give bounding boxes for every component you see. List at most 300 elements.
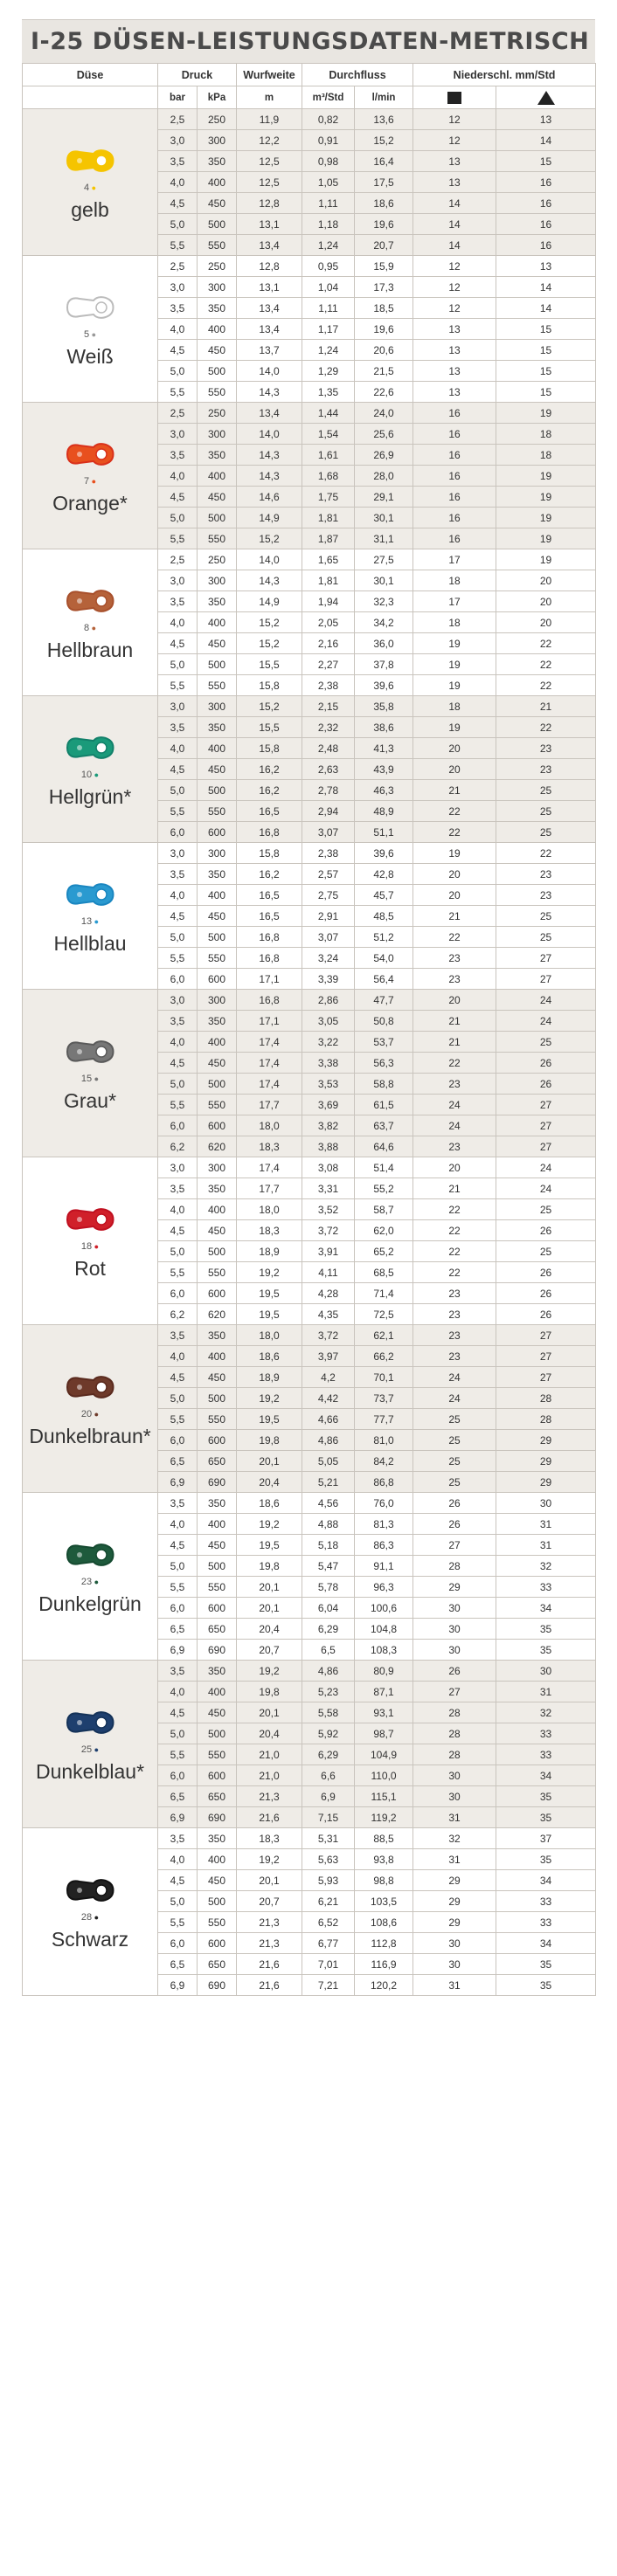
cell-lmin: 62,0 bbox=[355, 1220, 413, 1241]
cell-niederschl-triangle: 14 bbox=[496, 277, 596, 298]
cell-lmin: 103,5 bbox=[355, 1891, 413, 1912]
cell-bar: 4,5 bbox=[158, 1535, 198, 1556]
cell-niederschl-triangle: 26 bbox=[496, 1304, 596, 1325]
cell-m3std: 6,6 bbox=[302, 1765, 355, 1786]
cell-wurfweite: 14,0 bbox=[237, 361, 302, 382]
cell-kpa: 350 bbox=[198, 1661, 237, 1682]
nozzle-number bbox=[81, 1241, 99, 1252]
cell-lmin: 80,9 bbox=[355, 1661, 413, 1682]
cell-kpa: 690 bbox=[198, 1640, 237, 1661]
cell-m3std: 7,01 bbox=[302, 1954, 355, 1975]
cell-m3std: 1,65 bbox=[302, 549, 355, 570]
subheader-square bbox=[413, 86, 496, 109]
cell-niederschl-square: 16 bbox=[413, 424, 496, 445]
cell-wurfweite: 14,0 bbox=[237, 424, 302, 445]
cell-niederschl-square: 18 bbox=[413, 570, 496, 591]
cell-lmin: 81,0 bbox=[355, 1430, 413, 1451]
cell-bar: 6,9 bbox=[158, 1640, 198, 1661]
nozzle-number-text: 7 bbox=[83, 476, 90, 487]
cell-wurfweite: 14,3 bbox=[237, 445, 302, 466]
cell-m3std: 1,81 bbox=[302, 570, 355, 591]
cell-bar: 4,0 bbox=[158, 1346, 198, 1367]
cell-kpa: 400 bbox=[198, 1346, 237, 1367]
nozzle-info bbox=[26, 1872, 154, 1951]
cell-lmin: 43,9 bbox=[355, 759, 413, 780]
cell-kpa: 350 bbox=[198, 1828, 237, 1849]
cell-kpa: 600 bbox=[198, 1430, 237, 1451]
cell-wurfweite: 17,1 bbox=[237, 969, 302, 990]
cell-lmin: 13,6 bbox=[355, 109, 413, 130]
color-dot-icon: ● bbox=[89, 330, 97, 339]
cell-wurfweite: 14,3 bbox=[237, 466, 302, 487]
cell-lmin: 34,2 bbox=[355, 612, 413, 633]
cell-niederschl-triangle: 33 bbox=[496, 1744, 596, 1765]
cell-niederschl-square: 12 bbox=[413, 277, 496, 298]
nozzle-cell bbox=[23, 403, 158, 549]
cell-niederschl-square: 13 bbox=[413, 340, 496, 361]
cell-m3std: 2,78 bbox=[302, 780, 355, 801]
cell-kpa: 500 bbox=[198, 1891, 237, 1912]
cell-wurfweite: 20,1 bbox=[237, 1870, 302, 1891]
cell-niederschl-square: 23 bbox=[413, 1136, 496, 1157]
cell-lmin: 39,6 bbox=[355, 675, 413, 696]
cell-bar: 5,5 bbox=[158, 1744, 198, 1765]
cell-niederschl-triangle: 35 bbox=[496, 1849, 596, 1870]
cell-m3std: 1,24 bbox=[302, 340, 355, 361]
cell-wurfweite: 16,5 bbox=[237, 801, 302, 822]
cell-kpa: 450 bbox=[198, 1367, 237, 1388]
cell-m3std: 3,39 bbox=[302, 969, 355, 990]
cell-m3std: 1,17 bbox=[302, 319, 355, 340]
cell-m3std: 4,86 bbox=[302, 1430, 355, 1451]
cell-wurfweite: 13,1 bbox=[237, 277, 302, 298]
cell-lmin: 19,6 bbox=[355, 214, 413, 235]
cell-lmin: 28,0 bbox=[355, 466, 413, 487]
cell-niederschl-square: 30 bbox=[413, 1765, 496, 1786]
cell-wurfweite: 13,4 bbox=[237, 319, 302, 340]
cell-bar: 6,0 bbox=[158, 1598, 198, 1619]
cell-niederschl-triangle: 20 bbox=[496, 591, 596, 612]
nozzle-cell bbox=[23, 549, 158, 696]
cell-niederschl-triangle: 23 bbox=[496, 738, 596, 759]
cell-niederschl-triangle: 24 bbox=[496, 1178, 596, 1199]
cell-niederschl-triangle: 27 bbox=[496, 1325, 596, 1346]
cell-niederschl-triangle: 34 bbox=[496, 1598, 596, 1619]
cell-kpa: 600 bbox=[198, 1765, 237, 1786]
cell-niederschl-triangle: 34 bbox=[496, 1870, 596, 1891]
cell-niederschl-triangle: 25 bbox=[496, 1032, 596, 1053]
cell-kpa: 690 bbox=[198, 1807, 237, 1828]
cell-niederschl-square: 12 bbox=[413, 298, 496, 319]
cell-m3std: 0,82 bbox=[302, 109, 355, 130]
cell-niederschl-triangle: 27 bbox=[496, 969, 596, 990]
cell-kpa: 500 bbox=[198, 780, 237, 801]
cell-lmin: 47,7 bbox=[355, 990, 413, 1011]
cell-niederschl-square: 31 bbox=[413, 1807, 496, 1828]
cell-niederschl-square: 22 bbox=[413, 1241, 496, 1262]
cell-m3std: 3,97 bbox=[302, 1346, 355, 1367]
nozzle-info bbox=[26, 289, 154, 369]
nozzle-cell bbox=[23, 109, 158, 256]
cell-wurfweite: 18,0 bbox=[237, 1115, 302, 1136]
cell-niederschl-triangle: 21 bbox=[496, 696, 596, 717]
cell-m3std: 3,88 bbox=[302, 1136, 355, 1157]
cell-niederschl-square: 20 bbox=[413, 759, 496, 780]
nozzle-info bbox=[26, 1201, 154, 1281]
cell-lmin: 54,0 bbox=[355, 948, 413, 969]
cell-lmin: 21,5 bbox=[355, 361, 413, 382]
cell-m3std: 2,94 bbox=[302, 801, 355, 822]
nozzle-number bbox=[81, 1912, 99, 1923]
cell-m3std: 2,27 bbox=[302, 654, 355, 675]
cell-bar: 3,0 bbox=[158, 843, 198, 864]
cell-lmin: 84,2 bbox=[355, 1451, 413, 1472]
cell-wurfweite: 16,8 bbox=[237, 948, 302, 969]
cell-niederschl-square: 22 bbox=[413, 1220, 496, 1241]
cell-lmin: 100,6 bbox=[355, 1598, 413, 1619]
cell-wurfweite: 12,8 bbox=[237, 256, 302, 277]
cell-kpa: 400 bbox=[198, 1032, 237, 1053]
cell-kpa: 500 bbox=[198, 1556, 237, 1577]
cell-wurfweite: 21,0 bbox=[237, 1765, 302, 1786]
cell-bar: 3,0 bbox=[158, 570, 198, 591]
cell-wurfweite: 19,5 bbox=[237, 1304, 302, 1325]
cell-wurfweite: 17,1 bbox=[237, 1011, 302, 1032]
cell-bar: 4,5 bbox=[158, 1367, 198, 1388]
cell-bar: 5,5 bbox=[158, 1409, 198, 1430]
cell-bar: 4,5 bbox=[158, 1702, 198, 1723]
cell-niederschl-triangle: 33 bbox=[496, 1912, 596, 1933]
cell-niederschl-square: 30 bbox=[413, 1640, 496, 1661]
cell-niederschl-square: 30 bbox=[413, 1933, 496, 1954]
cell-m3std: 1,18 bbox=[302, 214, 355, 235]
cell-m3std: 5,58 bbox=[302, 1702, 355, 1723]
cell-niederschl-triangle: 25 bbox=[496, 1241, 596, 1262]
cell-m3std: 3,24 bbox=[302, 948, 355, 969]
cell-kpa: 450 bbox=[198, 487, 237, 508]
cell-m3std: 3,82 bbox=[302, 1115, 355, 1136]
cell-lmin: 30,1 bbox=[355, 508, 413, 528]
cell-wurfweite: 13,4 bbox=[237, 235, 302, 256]
cell-wurfweite: 20,4 bbox=[237, 1723, 302, 1744]
cell-lmin: 112,8 bbox=[355, 1933, 413, 1954]
cell-niederschl-triangle: 26 bbox=[496, 1220, 596, 1241]
cell-wurfweite: 19,8 bbox=[237, 1682, 302, 1702]
nozzle-icon bbox=[59, 876, 121, 913]
cell-kpa: 350 bbox=[198, 1178, 237, 1199]
cell-m3std: 3,07 bbox=[302, 927, 355, 948]
cell-wurfweite: 18,0 bbox=[237, 1325, 302, 1346]
cell-m3std: 5,31 bbox=[302, 1828, 355, 1849]
cell-bar: 4,0 bbox=[158, 612, 198, 633]
cell-lmin: 45,7 bbox=[355, 885, 413, 906]
cell-niederschl-square: 13 bbox=[413, 319, 496, 340]
cell-niederschl-square: 19 bbox=[413, 843, 496, 864]
nozzle-icon bbox=[59, 729, 121, 766]
cell-kpa: 690 bbox=[198, 1472, 237, 1493]
cell-niederschl-triangle: 16 bbox=[496, 214, 596, 235]
nozzle-number bbox=[84, 183, 96, 193]
cell-niederschl-triangle: 33 bbox=[496, 1577, 596, 1598]
cell-bar: 3,5 bbox=[158, 1178, 198, 1199]
cell-niederschl-triangle: 25 bbox=[496, 822, 596, 843]
cell-kpa: 350 bbox=[198, 445, 237, 466]
nozzle-cell bbox=[23, 1493, 158, 1661]
cell-lmin: 81,3 bbox=[355, 1514, 413, 1535]
cell-wurfweite: 12,5 bbox=[237, 151, 302, 172]
cell-kpa: 300 bbox=[198, 696, 237, 717]
subheader-m3std: m³/Std bbox=[302, 86, 355, 109]
cell-m3std: 2,75 bbox=[302, 885, 355, 906]
cell-kpa: 300 bbox=[198, 570, 237, 591]
cell-bar: 3,0 bbox=[158, 696, 198, 717]
cell-kpa: 400 bbox=[198, 319, 237, 340]
cell-kpa: 600 bbox=[198, 1115, 237, 1136]
cell-kpa: 250 bbox=[198, 109, 237, 130]
square-icon bbox=[447, 92, 461, 104]
cell-kpa: 450 bbox=[198, 1220, 237, 1241]
color-dot-icon: ● bbox=[92, 1074, 100, 1083]
cell-m3std: 2,91 bbox=[302, 906, 355, 927]
cell-niederschl-triangle: 27 bbox=[496, 1115, 596, 1136]
cell-bar: 4,5 bbox=[158, 1220, 198, 1241]
cell-lmin: 15,9 bbox=[355, 256, 413, 277]
cell-m3std: 6,9 bbox=[302, 1786, 355, 1807]
cell-bar: 4,5 bbox=[158, 1053, 198, 1074]
performance-table bbox=[22, 63, 596, 1996]
cell-wurfweite: 14,6 bbox=[237, 487, 302, 508]
cell-bar: 6,5 bbox=[158, 1619, 198, 1640]
cell-lmin: 65,2 bbox=[355, 1241, 413, 1262]
cell-wurfweite: 18,3 bbox=[237, 1136, 302, 1157]
cell-niederschl-triangle: 14 bbox=[496, 130, 596, 151]
cell-bar: 6,5 bbox=[158, 1786, 198, 1807]
cell-niederschl-triangle: 19 bbox=[496, 403, 596, 424]
cell-kpa: 300 bbox=[198, 1157, 237, 1178]
cell-bar: 4,0 bbox=[158, 738, 198, 759]
nozzle-icon bbox=[59, 289, 121, 326]
cell-wurfweite: 20,1 bbox=[237, 1598, 302, 1619]
nozzle-name: Hellblau bbox=[53, 932, 127, 955]
cell-lmin: 50,8 bbox=[355, 1011, 413, 1032]
cell-niederschl-square: 26 bbox=[413, 1514, 496, 1535]
cell-lmin: 96,3 bbox=[355, 1577, 413, 1598]
cell-wurfweite: 19,2 bbox=[237, 1388, 302, 1409]
cell-m3std: 4,56 bbox=[302, 1493, 355, 1514]
color-dot-icon: ● bbox=[92, 1578, 100, 1586]
cell-wurfweite: 18,0 bbox=[237, 1199, 302, 1220]
cell-niederschl-square: 30 bbox=[413, 1598, 496, 1619]
cell-wurfweite: 17,7 bbox=[237, 1095, 302, 1115]
cell-bar: 5,5 bbox=[158, 1262, 198, 1283]
cell-bar: 4,0 bbox=[158, 466, 198, 487]
cell-niederschl-triangle: 13 bbox=[496, 109, 596, 130]
cell-bar: 4,5 bbox=[158, 193, 198, 214]
cell-kpa: 350 bbox=[198, 151, 237, 172]
cell-niederschl-square: 14 bbox=[413, 214, 496, 235]
cell-wurfweite: 20,4 bbox=[237, 1619, 302, 1640]
cell-kpa: 400 bbox=[198, 1514, 237, 1535]
cell-bar: 4,5 bbox=[158, 340, 198, 361]
table-row bbox=[23, 1661, 596, 1682]
cell-niederschl-square: 27 bbox=[413, 1535, 496, 1556]
nozzle-info bbox=[26, 1033, 154, 1113]
cell-niederschl-triangle: 31 bbox=[496, 1682, 596, 1702]
cell-lmin: 41,3 bbox=[355, 738, 413, 759]
cell-kpa: 600 bbox=[198, 969, 237, 990]
cell-niederschl-square: 21 bbox=[413, 1178, 496, 1199]
cell-m3std: 6,21 bbox=[302, 1891, 355, 1912]
nozzle-info bbox=[26, 729, 154, 809]
cell-niederschl-triangle: 15 bbox=[496, 382, 596, 403]
cell-kpa: 350 bbox=[198, 1493, 237, 1514]
nozzle-number-text: 15 bbox=[80, 1074, 93, 1084]
cell-bar: 4,5 bbox=[158, 633, 198, 654]
cell-niederschl-square: 16 bbox=[413, 403, 496, 424]
cell-kpa: 500 bbox=[198, 927, 237, 948]
cell-kpa: 500 bbox=[198, 1388, 237, 1409]
cell-wurfweite: 14,3 bbox=[237, 382, 302, 403]
cell-niederschl-triangle: 15 bbox=[496, 340, 596, 361]
cell-wurfweite: 13,4 bbox=[237, 403, 302, 424]
cell-niederschl-triangle: 33 bbox=[496, 1891, 596, 1912]
cell-lmin: 48,9 bbox=[355, 801, 413, 822]
cell-m3std: 5,05 bbox=[302, 1451, 355, 1472]
cell-wurfweite: 13,1 bbox=[237, 214, 302, 235]
cell-lmin: 108,3 bbox=[355, 1640, 413, 1661]
cell-niederschl-square: 13 bbox=[413, 172, 496, 193]
cell-bar: 3,0 bbox=[158, 1157, 198, 1178]
cell-niederschl-triangle: 27 bbox=[496, 1367, 596, 1388]
table-row bbox=[23, 1493, 596, 1514]
cell-niederschl-triangle: 35 bbox=[496, 1640, 596, 1661]
cell-bar: 5,0 bbox=[158, 1241, 198, 1262]
nozzle-info bbox=[26, 876, 154, 956]
cell-kpa: 550 bbox=[198, 235, 237, 256]
cell-niederschl-square: 28 bbox=[413, 1744, 496, 1765]
cell-m3std: 1,81 bbox=[302, 508, 355, 528]
nozzle-cell bbox=[23, 256, 158, 403]
nozzle-name: Hellbraun bbox=[46, 639, 134, 661]
cell-lmin: 15,2 bbox=[355, 130, 413, 151]
cell-niederschl-triangle: 19 bbox=[496, 549, 596, 570]
cell-wurfweite: 18,3 bbox=[237, 1220, 302, 1241]
cell-kpa: 550 bbox=[198, 801, 237, 822]
cell-wurfweite: 15,5 bbox=[237, 717, 302, 738]
cell-niederschl-triangle: 25 bbox=[496, 906, 596, 927]
cell-niederschl-square: 19 bbox=[413, 654, 496, 675]
nozzle-number bbox=[81, 916, 99, 927]
cell-niederschl-square: 24 bbox=[413, 1388, 496, 1409]
cell-lmin: 42,8 bbox=[355, 864, 413, 885]
table-row bbox=[23, 843, 596, 864]
cell-m3std: 0,91 bbox=[302, 130, 355, 151]
subheader-triangle bbox=[496, 86, 596, 109]
subheader-row bbox=[23, 86, 596, 109]
cell-wurfweite: 15,8 bbox=[237, 738, 302, 759]
cell-lmin: 62,1 bbox=[355, 1325, 413, 1346]
cell-m3std: 2,38 bbox=[302, 675, 355, 696]
cell-wurfweite: 21,3 bbox=[237, 1786, 302, 1807]
cell-bar: 2,5 bbox=[158, 403, 198, 424]
cell-kpa: 450 bbox=[198, 1535, 237, 1556]
cell-niederschl-square: 24 bbox=[413, 1367, 496, 1388]
cell-kpa: 450 bbox=[198, 340, 237, 361]
cell-niederschl-triangle: 22 bbox=[496, 717, 596, 738]
cell-niederschl-square: 26 bbox=[413, 1661, 496, 1682]
cell-wurfweite: 14,0 bbox=[237, 549, 302, 570]
subheader-bar: bar bbox=[158, 86, 198, 109]
cell-niederschl-square: 25 bbox=[413, 1409, 496, 1430]
nozzle-number-text: 5 bbox=[83, 329, 90, 340]
cell-lmin: 119,2 bbox=[355, 1807, 413, 1828]
cell-kpa: 600 bbox=[198, 822, 237, 843]
table-row bbox=[23, 109, 596, 130]
cell-niederschl-square: 28 bbox=[413, 1556, 496, 1577]
cell-m3std: 2,32 bbox=[302, 717, 355, 738]
cell-niederschl-square: 18 bbox=[413, 612, 496, 633]
cell-niederschl-square: 31 bbox=[413, 1849, 496, 1870]
cell-m3std: 3,05 bbox=[302, 1011, 355, 1032]
cell-kpa: 550 bbox=[198, 1409, 237, 1430]
nozzle-number-text: 20 bbox=[80, 1409, 93, 1419]
table-row bbox=[23, 549, 596, 570]
cell-niederschl-triangle: 23 bbox=[496, 864, 596, 885]
nozzle-cell bbox=[23, 1325, 158, 1493]
cell-niederschl-square: 22 bbox=[413, 822, 496, 843]
cell-niederschl-square: 25 bbox=[413, 1472, 496, 1493]
cell-lmin: 116,9 bbox=[355, 1954, 413, 1975]
cell-kpa: 500 bbox=[198, 214, 237, 235]
nozzle-number-text: 8 bbox=[83, 623, 90, 633]
cell-kpa: 550 bbox=[198, 1912, 237, 1933]
cell-m3std: 3,38 bbox=[302, 1053, 355, 1074]
cell-lmin: 88,5 bbox=[355, 1828, 413, 1849]
cell-niederschl-square: 16 bbox=[413, 445, 496, 466]
cell-lmin: 38,6 bbox=[355, 717, 413, 738]
cell-bar: 3,0 bbox=[158, 990, 198, 1011]
cell-wurfweite: 19,2 bbox=[237, 1661, 302, 1682]
cell-niederschl-square: 30 bbox=[413, 1786, 496, 1807]
cell-niederschl-triangle: 24 bbox=[496, 1157, 596, 1178]
cell-m3std: 5,78 bbox=[302, 1577, 355, 1598]
cell-kpa: 550 bbox=[198, 948, 237, 969]
cell-kpa: 650 bbox=[198, 1619, 237, 1640]
subheader-kpa: kPa bbox=[198, 86, 237, 109]
cell-wurfweite: 20,7 bbox=[237, 1891, 302, 1912]
nozzle-cell bbox=[23, 1157, 158, 1325]
cell-niederschl-triangle: 15 bbox=[496, 319, 596, 340]
cell-bar: 6,0 bbox=[158, 1933, 198, 1954]
cell-wurfweite: 19,5 bbox=[237, 1409, 302, 1430]
cell-bar: 3,5 bbox=[158, 445, 198, 466]
page-title: I-25 DÜSEN-LEISTUNGSDATEN-METRISCH bbox=[31, 28, 590, 55]
cell-wurfweite: 16,8 bbox=[237, 822, 302, 843]
cell-wurfweite: 17,4 bbox=[237, 1053, 302, 1074]
cell-bar: 5,5 bbox=[158, 948, 198, 969]
cell-bar: 4,5 bbox=[158, 487, 198, 508]
nozzle-icon bbox=[59, 583, 121, 619]
cell-wurfweite: 15,5 bbox=[237, 654, 302, 675]
cell-m3std: 3,22 bbox=[302, 1032, 355, 1053]
cell-wurfweite: 17,4 bbox=[237, 1074, 302, 1095]
cell-lmin: 56,3 bbox=[355, 1053, 413, 1074]
cell-niederschl-square: 13 bbox=[413, 151, 496, 172]
cell-m3std: 1,61 bbox=[302, 445, 355, 466]
cell-kpa: 450 bbox=[198, 1053, 237, 1074]
cell-niederschl-triangle: 18 bbox=[496, 424, 596, 445]
cell-m3std: 3,07 bbox=[302, 822, 355, 843]
